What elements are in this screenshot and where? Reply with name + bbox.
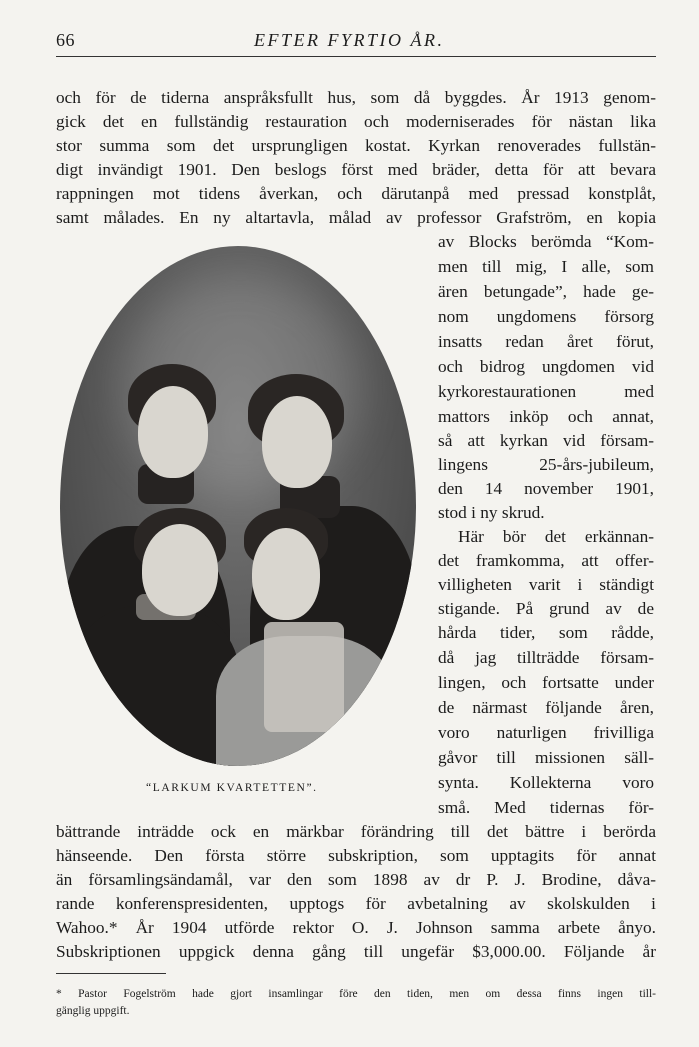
body-line: hänseende. Den första större subskription, som upptagits för annat [56,846,656,865]
column-line: ären betungade”, hade ge- [438,282,654,301]
body-line: stor summa som det ursprungligen kostat. Kyrkan renoverades fullstän- [56,136,656,155]
column-line: stod i ny skrud. [438,503,545,522]
column-line: villigheten varit i ständigt [438,575,654,594]
body-line: samt målades. En ny altartavla, målad av professor Grafström, en kopia [56,208,656,227]
column-line: hårda tider, som rådde, [438,623,654,642]
running-title: EFTER FYRTIO ÅR. [254,30,445,50]
footnote-rule [56,973,166,974]
column-line: av Blocks berömda “Kom- [438,232,654,251]
column-line: små. Med tidernas för- [438,798,654,817]
quartet-photograph [60,246,416,766]
column-line: då jag tillträdde försam- [438,648,654,667]
column-line: och bidrog ungdomen vid [438,357,654,376]
page-header [56,28,656,57]
column-line: de närmast följande åren, [438,698,654,717]
column-line: lingen, och fortsatte under [438,673,654,692]
column-line: lingens 25-års-jubileum, [438,455,654,474]
column-line: det framkomma, att offer- [438,551,654,570]
column-line: voro naturligen frivilliga [438,723,654,742]
body-line: rappningen mot tidens åverkan, och därutanpå med pressad konstplåt, [56,184,656,203]
column-line: gåvor till missionen säll- [438,748,654,767]
body-line: gick det en fullständig restauration och moderniserades för nästan lika [56,112,656,131]
body-line: bättrande inträdde ock en märkbar förändring till det bättre i berörda [56,822,656,841]
body-line: rande konferenspresidenten, upptogs för avbetalning av skolskulden i [56,894,656,913]
column-line: kyrkorestaurationen med [438,382,654,401]
column-line: Här bör det erkännan- [458,527,654,546]
body-line: digt invändigt 1901. Den beslogs först med bräder, detta för att bevara [56,160,656,179]
body-line: än församlingsändamål, var den som 1898 av dr P. J. Brodine, dåva- [56,870,656,889]
footnote-line: * Pastor Fogelström hade gjort insamlingar före den tiden, men om dessa finns ingen till- [56,988,656,1000]
body-line: och för de tiderna anspråksfullt hus, som då byggdes. År 1913 genom- [56,88,656,107]
body-line: Wahoo.* År 1904 utförde rektor O. J. Johnson samma arbete ånyo. [56,918,656,937]
footnote-line: gänglig uppgift. [56,1005,130,1017]
page-number: 66 [56,30,75,50]
column-line: den 14 november 1901, [438,479,654,498]
column-line: synta. Kollekterna voro [438,773,654,792]
column-line: så att kyrkan vid försam- [438,431,654,450]
column-line: stigande. På grund av de [438,599,654,618]
column-line: mattors inköp och annat, [438,407,654,426]
column-line: insatts redan året förut, [438,332,654,351]
body-line: Subskriptionen uppgick denna gång till ungefär $3,000.00. Följande år [56,942,656,961]
photo-caption: “LARKUM KVARTETTEN”. [146,782,318,794]
column-line: nom ungdomens försorg [438,307,654,326]
column-line: men till mig, I alle, som [438,257,654,276]
